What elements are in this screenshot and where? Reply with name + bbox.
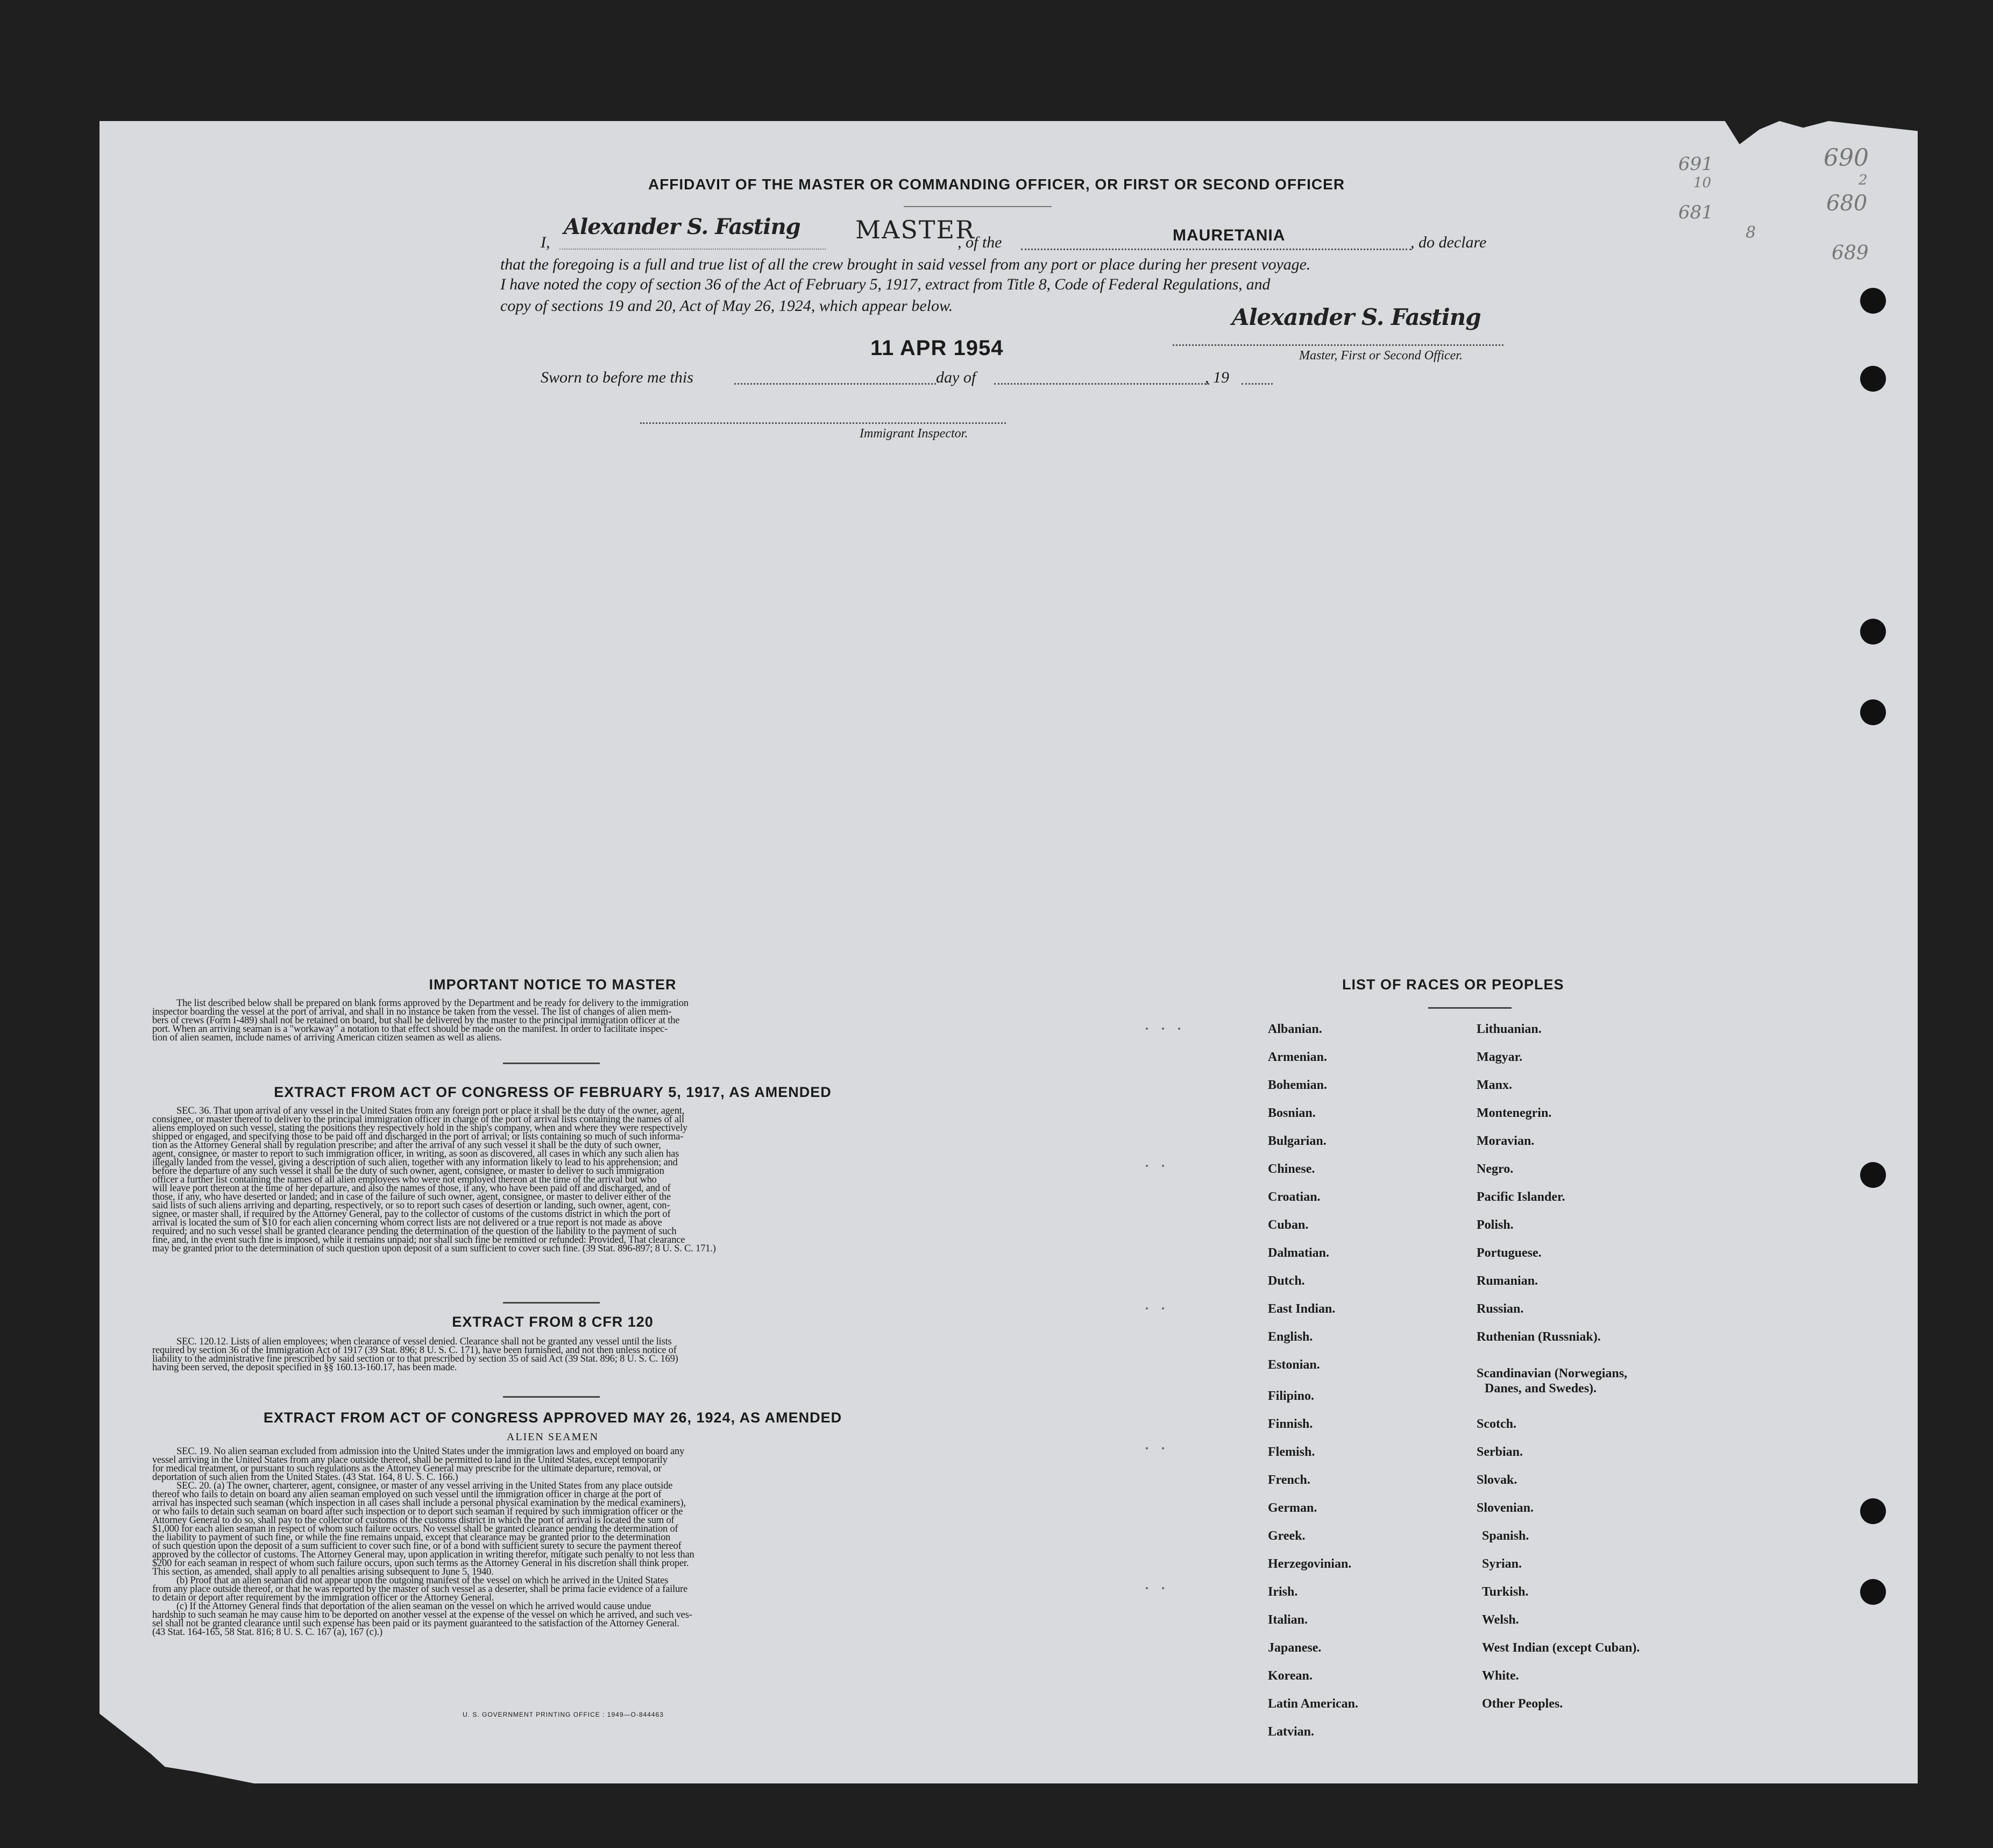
extract-1917-line: may be granted prior to the determination of such question upon deposit of a sum sufficient to cover such fine. (39 Stat. 896-897; 8 U. S. C. 171.) — [152, 1243, 716, 1254]
race-item: English. — [1268, 1330, 1313, 1344]
race-item: Albanian. — [1268, 1022, 1322, 1036]
extract-1917-line: signee, or master shall, if required by the Attorney General, pay to the collector of customs of the customs district in which the port of — [152, 1209, 671, 1220]
date-stamp: 11 APR 1954 — [870, 336, 1004, 360]
dot-mark — [1146, 1165, 1148, 1167]
affidavit-line4: copy of sections 19 and 20, Act of May 26, 1924, which appear below. — [500, 297, 953, 315]
extract-1924-line: This section, as amended, shall apply to all penalties arising subsequent to June 5, 1940. — [152, 1567, 494, 1577]
extract-cfr-title: EXTRACT FROM 8 CFR 120 — [452, 1314, 654, 1330]
punch-hole — [1860, 366, 1886, 392]
punch-hole — [1860, 1579, 1886, 1605]
race-item: Lithuanian. — [1477, 1022, 1542, 1036]
extract-1924-line: sel shall not be granted clearance until such expense has been paid or its payment guaranteed to the satisfaction of the Attorney General. — [152, 1618, 679, 1629]
extract-1924-line: SEC. 20. (a) The owner, charterer, agent, consignee, or master of any vessel arriving in the United States from any place outside — [176, 1481, 673, 1491]
race-item: Manx. — [1477, 1078, 1512, 1092]
affidavit-title: AFFIDAVIT OF THE MASTER OR COMMANDING OFFICER, OR FIRST OR SECOND OFFICER — [648, 176, 1345, 193]
inspector-caption: Immigrant Inspector. — [860, 427, 968, 441]
race-item: Bosnian. — [1268, 1106, 1316, 1120]
race-item: Other Peoples. — [1482, 1697, 1563, 1711]
dot-mark — [1162, 1028, 1164, 1030]
extract-1924-line: (43 Stat. 164-165, 58 Stat. 816; 8 U. S. C. 167 (a), 167 (c).) — [152, 1627, 382, 1638]
race-item: Ruthenian (Russniak). — [1477, 1330, 1601, 1344]
dot-mark — [1162, 1165, 1164, 1167]
race-item: Scotch. — [1477, 1417, 1516, 1431]
extract-1917-text — [152, 1107, 955, 1253]
extract-1917-line: those, if any, who have deserted or landed; and in case of the failure of such owner, agent, consignee, or master to deliver either of the — [152, 1192, 671, 1202]
margin-note: 8 — [1746, 223, 1756, 242]
race-item: West Indian (except Cuban). — [1482, 1641, 1640, 1655]
notice-line: inspector boarding the vessel at the port of arrival, and shall in no instance be taken from the vessel. The list of changes of alien mem- — [152, 1007, 672, 1017]
extract-1917-line: SEC. 36. That upon arrival of any vessel in the United States from any foreign port or place it shall be the duty of the owner, agent, — [176, 1106, 685, 1116]
race-item: Japanese. — [1268, 1641, 1322, 1655]
margin-note: 690 — [1824, 144, 1869, 172]
extract-1924-line: arrival has inspected such seaman (which inspection in all cases shall include a personal physical examination by the medical examiners), — [152, 1498, 686, 1509]
race-item: Irish. — [1268, 1585, 1298, 1599]
extract-1924-line: thereof who fails to detain on board any alien seaman employed on such vessel until the immigration officer in charge at the port of — [152, 1489, 662, 1500]
race-item: Latvian. — [1268, 1725, 1315, 1739]
notice-title: IMPORTANT NOTICE TO MASTER — [429, 976, 677, 993]
extract-1917-line: fine, and, in the event such fine is imposed, while it remains unpaid; nor shall such fine be remitted or refunded: Provided, That clearance — [152, 1235, 685, 1245]
race-item: Russian. — [1477, 1302, 1524, 1316]
races-title: LIST OF RACES OR PEOPLES — [1342, 976, 1564, 993]
punch-hole — [1860, 1498, 1886, 1524]
name-signature: Alexander S. Fasting — [564, 214, 800, 239]
race-item: Rumanian. — [1477, 1274, 1538, 1288]
divider — [503, 1302, 600, 1304]
extract-1917-line: consignee, or master thereof to deliver to the principal immigration officer in charge of the port of arrival lists containing the names of all — [152, 1114, 684, 1125]
race-item: Bulgarian. — [1268, 1134, 1327, 1148]
rank-handwritten: MASTER — [855, 215, 975, 244]
race-item: Dalmatian. — [1268, 1246, 1329, 1260]
punch-hole — [1860, 288, 1886, 314]
race-item: Montenegrin. — [1477, 1106, 1552, 1120]
printer-line: U. S. GOVERNMENT PRINTING OFFICE : 1949—O-844463 — [463, 1711, 664, 1718]
master-signature: Alexander S. Fasting — [1232, 304, 1481, 330]
extract-1924-line: for medical treatment, or pursuant to such regulations as the Attorney General may prescribe for the ultimate departure, removal, or — [152, 1463, 662, 1474]
race-item: Korean. — [1268, 1669, 1313, 1683]
margin-note: 680 — [1826, 191, 1868, 216]
race-item: Estonian. — [1268, 1358, 1320, 1372]
race-item: Slovak. — [1477, 1473, 1517, 1487]
race-item: Italian. — [1268, 1613, 1308, 1627]
extract-1924-line: $1,000 for each alien seaman in respect of whom such failure occurs. No vessel shall be granted clearance pending the determination of — [152, 1524, 678, 1534]
margin-note: 2 — [1859, 172, 1868, 188]
extract-1924-line: $200 for each seaman in respect of whom such failure occurs, upon such terms as the Attorney General in his discretion shall think proper. — [152, 1558, 689, 1569]
extract-cfr-line: required by section 36 of the Immigration Act of 1917 (39 Stat. 896; 8 U. S. C. 171), have been furnished, and not then unless notice of — [152, 1345, 677, 1356]
race-item: French. — [1268, 1473, 1310, 1487]
inspector-line — [640, 422, 1006, 424]
extract-1924-line: deportation of such alien from the United States. (43 Stat. 164, 8 U. S. C. 166.) — [152, 1472, 458, 1483]
affidavit-line2: that the foregoing is a full and true list of all the crew brought in said vessel from any port or place during her present voyage. — [500, 256, 1311, 273]
punch-hole — [1860, 1162, 1886, 1188]
notice-line: bers of crews (Form I-489) shall not be retained on board, but shall be delivered by the master to the principal immigration officer at the — [152, 1015, 680, 1026]
extract-1924-title: EXTRACT FROM ACT OF CONGRESS APPROVED MAY 26, 1924, AS AMENDED — [263, 1410, 842, 1426]
race-item: White. — [1482, 1669, 1519, 1683]
extract-cfr-line: having been served, the deposit specified in §§ 160.13-160.17, has been made. — [152, 1362, 457, 1373]
vessel-name: MAURETANIA — [1173, 226, 1286, 244]
extract-1924-line: or who fails to detain such seaman on board after such inspection or to deport such seaman if required by such immigration officer or the — [152, 1506, 683, 1517]
extract-1917-line: arrival is located the sum of $10 for each alien concerning whom correct lists are not delivered or a true report is not made as above — [152, 1217, 662, 1228]
races-divider — [1428, 1007, 1512, 1009]
rank-line-top — [904, 206, 1052, 207]
race-item: Bohemian. — [1268, 1078, 1328, 1092]
dot-mark — [1162, 1307, 1164, 1309]
extract-1924-line: hardship to such seaman he may cause him to be deported on another vessel at the expense of the vessel on which he arrived, and such ves- — [152, 1610, 692, 1620]
extract-1924-line: Attorney General to do so, shall pay to the collector of customs of the customs district in which the port of arrival is located the sum of — [152, 1515, 675, 1526]
extract-1924-text — [152, 1447, 955, 1637]
extract-1917-line: tion as the Attorney General shall by regulation prescribe; and after the arrival of any such vessel it shall be the duty of such owner, — [152, 1140, 661, 1151]
extract-1924-line: (c) If the Attorney General finds that deportation of the alien seaman on the vessel on which he arrived would cause undue — [176, 1601, 651, 1612]
race-item: Dutch. — [1268, 1274, 1305, 1288]
name-line — [559, 249, 826, 250]
race-item: Spanish. — [1482, 1529, 1529, 1543]
notice-line: tion of alien seamen, include names of arriving American citizen seamen as well as aliens. — [152, 1032, 502, 1043]
race-item: Moravian. — [1477, 1134, 1535, 1148]
dot-mark — [1178, 1028, 1180, 1030]
of-the-text: , of the — [958, 233, 1002, 251]
margin-note: 691 — [1678, 153, 1713, 175]
race-item: Finnish. — [1268, 1417, 1313, 1431]
dot-mark — [1146, 1028, 1148, 1030]
dot-mark — [1162, 1447, 1164, 1449]
extract-1917-line: before the departure of any such vessel it shall be the duty of such owner, agent, consignee, or master to deliver to such immigration — [152, 1166, 664, 1177]
race-item: Pacific Islander. — [1477, 1190, 1565, 1204]
notice-line: port. When an arriving seaman is a "workaway" a notation to that effect should be made on the manifest. In order to facilitate inspec- — [152, 1024, 668, 1035]
dot-mark — [1146, 1447, 1148, 1449]
extract-1917-line: will leave port thereon at the time of her departure, and also the names of those, if any, who have been paid off and discharged, and of — [152, 1183, 671, 1194]
notice-text — [152, 999, 955, 1042]
do-declare-text: , do declare — [1410, 233, 1487, 251]
extract-cfr-text — [152, 1337, 955, 1372]
extract-1924-line: of such question upon the deposit of a sum sufficient to cover such fine, or of a bond with sufficient surety to secure the payment thereof — [152, 1541, 682, 1552]
race-item: Negro. — [1477, 1162, 1514, 1176]
dot-mark — [1146, 1587, 1148, 1589]
race-item: Danes, and Swedes). — [1485, 1382, 1597, 1396]
affidavit-line3: I have noted the copy of section 36 of the Act of February 5, 1917, extract from Title 8, Code of Federal Regulations, and — [500, 275, 1271, 293]
margin-note: 10 — [1693, 175, 1712, 191]
extract-1924-line: vessel arriving in the United States from any place outside thereof, shall be permitted to land in the United States, except temporarily — [152, 1455, 668, 1465]
extract-1917-line: officer a further list containing the names of all alien employees who were not employed thereon at the time of the arrival but who — [152, 1174, 657, 1185]
extract-cfr-line: liability to the administrative fine prescribed by said section or to that prescribed by section 35 of said Act (39 Stat. 896; 8 U. S. C. 169) — [152, 1354, 678, 1364]
race-item: Syrian. — [1482, 1557, 1522, 1571]
race-item: Armenian. — [1268, 1050, 1327, 1064]
punch-hole — [1860, 699, 1886, 725]
race-item: Serbian. — [1477, 1445, 1523, 1459]
extract-1924-line: to detain or deport after requirement by the immigration officer or the Attorney General. — [152, 1592, 494, 1603]
extract-1924-line: SEC. 19. No alien seaman excluded from admission into the United States under the immigration laws and employed on board any — [176, 1446, 685, 1457]
extract-cfr-line: SEC. 120.12. Lists of alien employees; when clearance of vessel denied. Clearance shall not be granted any vessel until the lists — [176, 1336, 672, 1347]
race-item: Latin American. — [1268, 1697, 1358, 1711]
margin-note: 681 — [1678, 202, 1713, 223]
dot-mark — [1162, 1587, 1164, 1589]
extract-1917-line: illegally landed from the vessel, giving a description of such alien, together with any information likely to lead to his apprehension; and — [152, 1157, 678, 1168]
race-item: Magyar. — [1477, 1050, 1523, 1064]
day-of-label: day of — [936, 369, 976, 386]
affidavit-pronoun: I, — [541, 233, 550, 251]
sworn-label: Sworn to before me this — [541, 369, 693, 386]
vessel-line — [1021, 249, 1411, 250]
extract-1917-line: agent, consignee, or master to report to such immigration officer, in writing, as soon as discovered, all cases in which any such alien has — [152, 1149, 679, 1159]
sworn-day-line — [734, 383, 936, 385]
race-item: Flemish. — [1268, 1445, 1315, 1459]
extract-1917-line: said lists of such aliens arriving and departing, respectively, or so to report such cases of desertion or landing, such owner, agent, con- — [152, 1200, 670, 1211]
race-item: Portuguese. — [1477, 1246, 1542, 1260]
signature-caption: Master, First or Second Officer. — [1299, 349, 1463, 363]
dot-mark — [1146, 1307, 1148, 1309]
extract-1924-subtitle: ALIEN SEAMEN — [506, 1431, 599, 1443]
race-item: Greek. — [1268, 1529, 1306, 1543]
race-item: Croatian. — [1268, 1190, 1321, 1204]
race-item: Herzegovinian. — [1268, 1557, 1352, 1571]
race-item: Filipino. — [1268, 1389, 1315, 1403]
race-item: Polish. — [1477, 1218, 1514, 1232]
race-item: Welsh. — [1482, 1613, 1519, 1627]
extract-1917-line: aliens employed on such vessel, stating the positions they respectively hold in the ship's company, when and where they were respectively — [152, 1123, 688, 1134]
extract-1917-title: EXTRACT FROM ACT OF CONGRESS OF FEBRUARY 5, 1917, AS AMENDED — [274, 1084, 832, 1100]
race-item: German. — [1268, 1501, 1317, 1515]
year-prefix: , 19 — [1205, 369, 1229, 386]
extract-1917-line: required; and no such vessel shall be granted clearance pending the determination of the question of the liability to the payment of such — [152, 1226, 677, 1237]
race-item: Scandinavian (Norwegians, — [1477, 1366, 1628, 1380]
punch-hole — [1860, 619, 1886, 645]
extract-1924-line: approved by the collector of customs. The Attorney General may, upon application in writing therefor, mitigate such penalty to not less than — [152, 1549, 694, 1560]
extract-1924-line: the liability to payment of such fine, or while the fine remains unpaid, except that clearance may be granted prior to the determination — [152, 1532, 671, 1543]
margin-note: 689 — [1832, 242, 1869, 264]
divider — [503, 1396, 600, 1398]
race-item: Chinese. — [1268, 1162, 1315, 1176]
sworn-month-line — [994, 383, 1209, 385]
extract-1924-line: (b) Proof that an alien seaman did not appear upon the outgoing manifest of the vessel on which he arrived in the United States — [176, 1575, 669, 1586]
race-item: Turkish. — [1482, 1585, 1529, 1599]
divider — [503, 1063, 600, 1064]
notice-line: The list described below shall be prepared on blank forms approved by the Department and be ready for delivery to the immigration — [176, 998, 689, 1009]
extract-1924-line: from any place outside thereof, or that he was reported by the master of such vessel as a deserter, shall be prima facie evidence of a failure — [152, 1584, 688, 1595]
extract-1917-line: shipped or engaged, and specifying those to be paid off and discharged in the port of arrival; or lists containing so much of such informa- — [152, 1131, 684, 1142]
race-item: Slovenian. — [1477, 1501, 1534, 1515]
sworn-year-line — [1242, 383, 1273, 385]
race-item: Cuban. — [1268, 1218, 1309, 1232]
race-item: East Indian. — [1268, 1302, 1336, 1316]
signature-line — [1173, 344, 1503, 346]
